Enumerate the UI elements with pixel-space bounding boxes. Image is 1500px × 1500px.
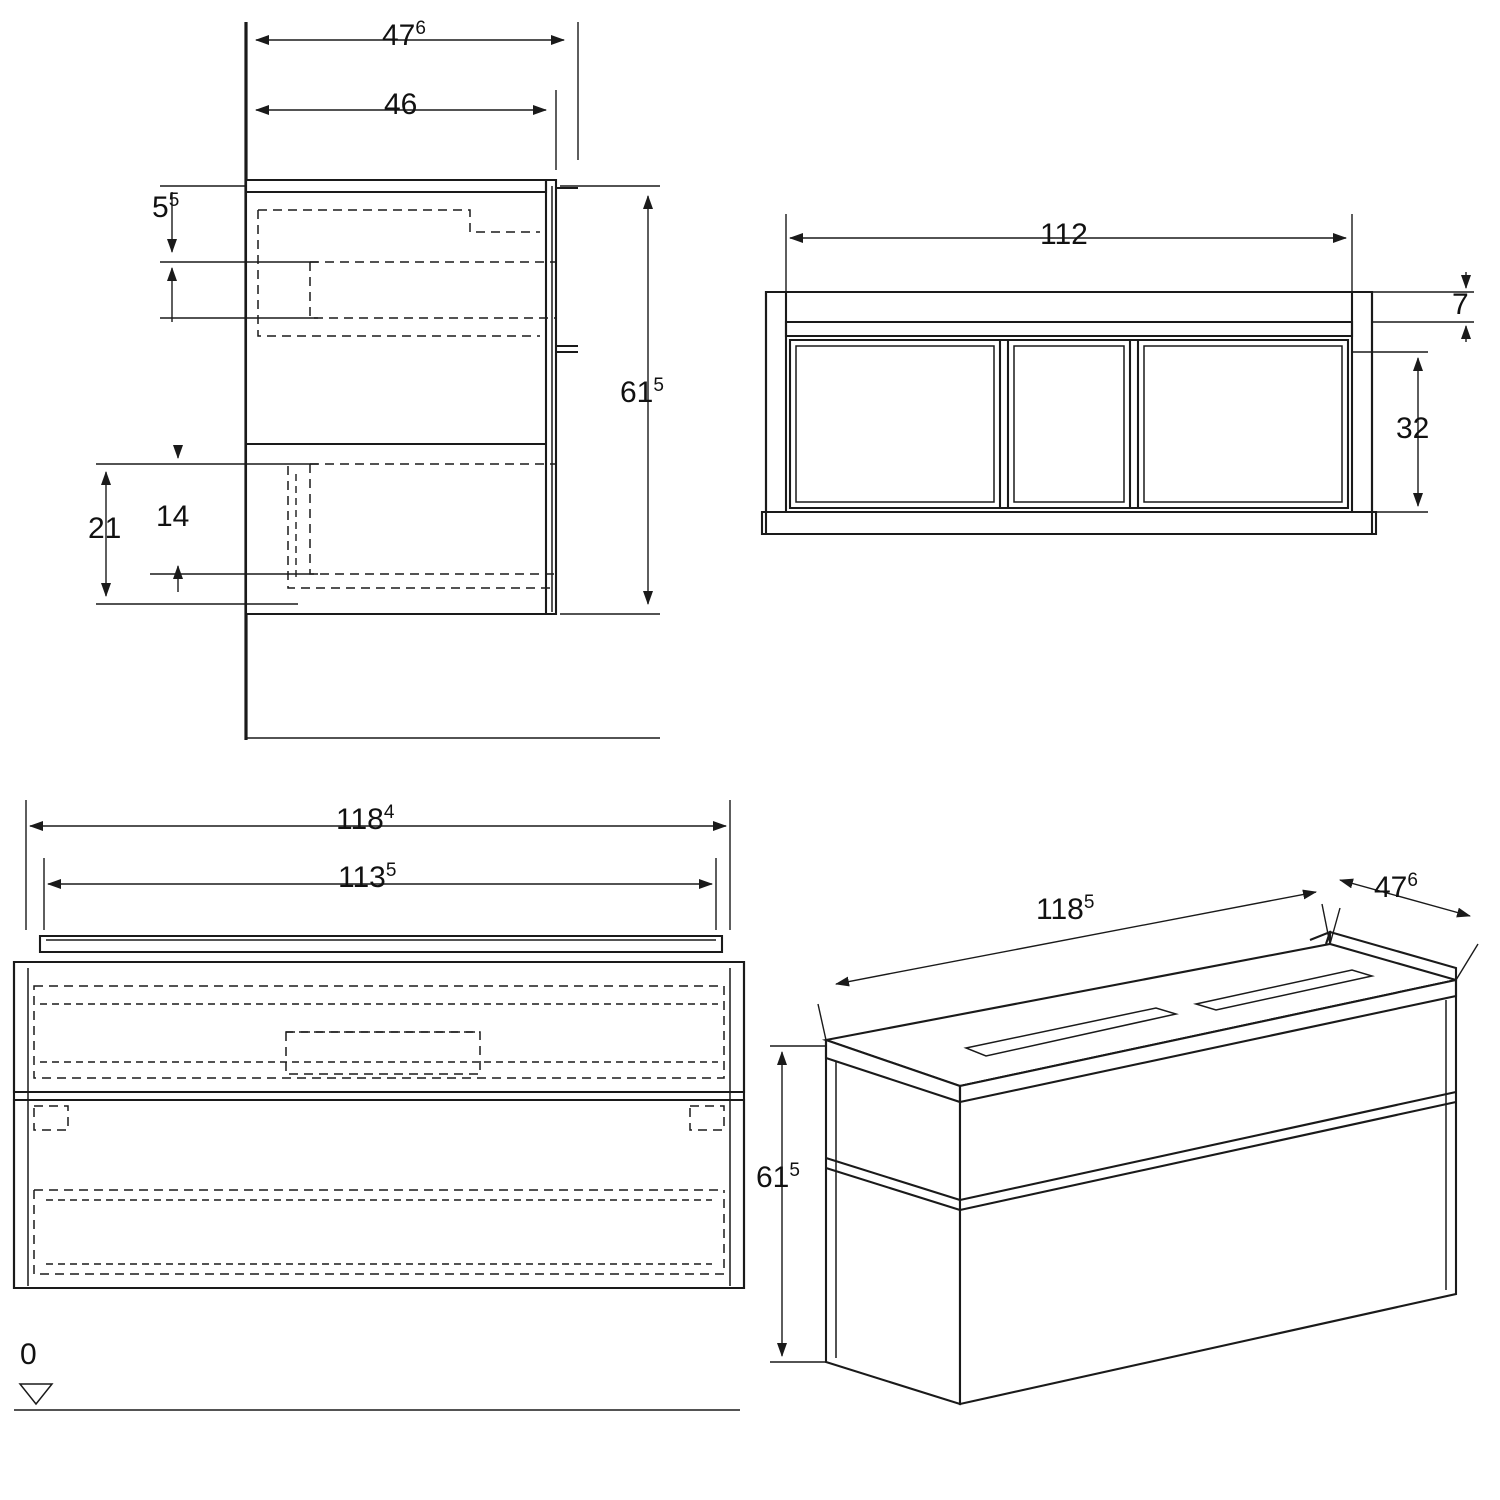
dim-label-top-offset: $5^5$ — [152, 190, 180, 224]
dim-label-rail-thickness: 7 — [1452, 288, 1469, 321]
iso-view-geometry — [826, 932, 1456, 1404]
dim-label-lower-outer: 21 — [88, 512, 122, 545]
dim-label-iso-depth: $47^6$ — [1374, 870, 1418, 904]
dim-label-iso-height: $61^5$ — [756, 1160, 800, 1194]
dim-label-depth-body: 46 — [384, 88, 418, 121]
top-view-geometry — [762, 292, 1376, 534]
dim-label-lower-inner: 14 — [156, 500, 190, 533]
dim-label-width-inner: 112 — [1040, 218, 1088, 251]
dim-label-height-total: $61^5$ — [620, 375, 664, 409]
front-view-geometry — [14, 936, 744, 1288]
side-view-geometry — [246, 22, 660, 740]
dim-label-width-total: $118^4$ — [336, 802, 395, 836]
dim-label-width-drawer: $113^5$ — [338, 860, 397, 894]
dim-label-floor-datum: 0 — [20, 1338, 37, 1371]
dim-label-inner-depth: 32 — [1396, 412, 1430, 445]
dim-label-iso-width: $118^5$ — [1036, 892, 1095, 926]
dim-label-depth-total: $47^6$ — [382, 18, 426, 52]
